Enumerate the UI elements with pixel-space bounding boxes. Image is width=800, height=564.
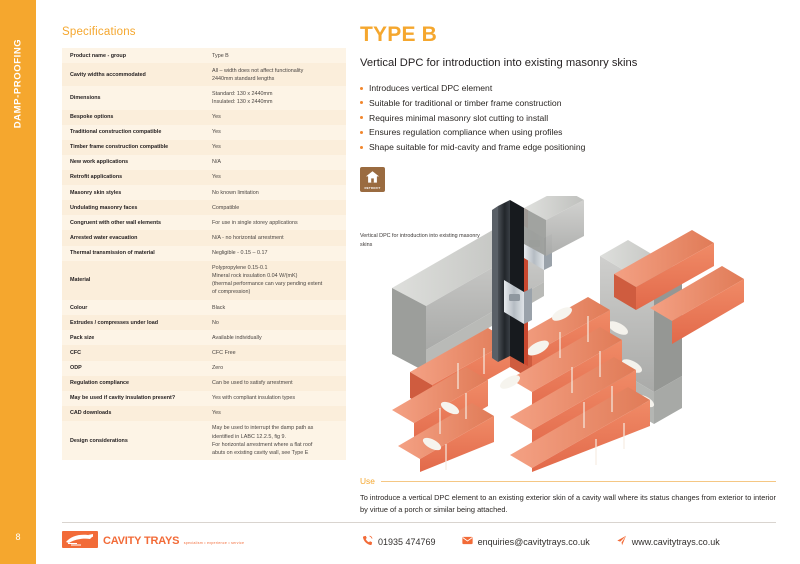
spec-key: Pack size	[70, 334, 95, 341]
contact-website-text: www.cavitytrays.co.uk	[631, 536, 720, 547]
feature-text: Introduces vertical DPC element	[369, 83, 493, 94]
spec-value-line: All – width does not affect functionality	[212, 67, 304, 74]
spec-value-line: No known limitation	[212, 189, 259, 196]
spec-value-line: For horizontal arrestment where a flat roof	[212, 441, 313, 448]
list-item	[360, 140, 776, 155]
retrofit-badge	[360, 167, 385, 192]
spec-value-line: No	[212, 319, 219, 326]
contact-email-text: enquiries@cavitytrays.co.uk	[477, 536, 590, 547]
spec-value	[204, 185, 346, 200]
retrofit-badge-label: RETROFIT	[364, 186, 381, 191]
table-row	[62, 170, 346, 185]
spec-key: Congruent with other wall elements	[70, 219, 162, 226]
spec-value-line: Polypropylene 0.15-0.1	[212, 265, 268, 272]
list-item	[360, 96, 776, 111]
spec-key: Traditional construction compatible	[70, 129, 162, 136]
table-row	[62, 345, 346, 360]
table-row	[62, 361, 346, 376]
specifications-table	[62, 48, 346, 460]
spec-value	[204, 300, 346, 315]
spec-key: Undulating masonry faces	[70, 204, 138, 211]
feature-text: Requires minimal masonry slot cutting to install	[369, 112, 549, 123]
bullet-icon	[360, 131, 363, 134]
list-item	[360, 81, 776, 96]
table-row	[62, 140, 346, 155]
spec-key: CFC	[70, 349, 82, 356]
spec-value-line: Negligible - 0.15 – 0.17	[212, 250, 268, 257]
table-row	[62, 48, 346, 63]
feature-text: Suitable for traditional or timber frame construction	[369, 97, 562, 108]
spec-value-line: Yes	[212, 144, 221, 151]
table-row	[62, 391, 346, 406]
list-item	[360, 125, 776, 140]
spec-value-line: CFC Free	[212, 349, 236, 356]
spec-value-line: of compression)	[212, 289, 251, 296]
spec-value	[204, 48, 346, 63]
table-row	[62, 421, 346, 460]
spec-value	[204, 345, 346, 360]
spec-value-line: For use in single storey applications	[212, 219, 298, 226]
spec-value-line: Insulated: 130 x 2440mm	[212, 98, 273, 105]
table-row	[62, 406, 346, 421]
spec-value	[204, 215, 346, 230]
spec-value-line: Black	[212, 304, 226, 311]
specifications-section	[62, 26, 346, 460]
spec-value	[204, 86, 346, 109]
table-row	[62, 110, 346, 125]
spec-value-line: Zero	[212, 365, 224, 372]
use-divider	[381, 481, 776, 482]
table-row	[62, 200, 346, 215]
table-row	[62, 246, 346, 261]
envelope-icon	[462, 536, 473, 547]
spec-key: Arrested water evacuation	[70, 234, 138, 241]
logo-mark-icon	[62, 531, 98, 548]
spec-value-line: Mineral rock insulation 0.04 W/(mK)	[212, 273, 298, 280]
table-row	[62, 155, 346, 170]
spec-value-line: Yes with compliant insulation types	[212, 395, 296, 402]
table-row	[62, 261, 346, 300]
footer-divider	[62, 522, 776, 523]
category-label: DAMP-PROOFING	[12, 38, 24, 129]
spec-value	[204, 63, 346, 86]
spec-value	[204, 246, 346, 261]
spec-value-line: Yes	[212, 174, 221, 181]
spec-value	[204, 140, 346, 155]
footer-contacts	[362, 535, 720, 548]
spec-value	[204, 155, 346, 170]
table-row	[62, 215, 346, 230]
spec-key: Thermal transmission of material	[70, 250, 155, 257]
spec-value	[204, 421, 346, 460]
spec-value-line: 2440mm standard lengths	[212, 75, 275, 82]
spec-key: Product name - group	[70, 52, 127, 59]
feature-text: Ensures regulation compliance when using profiles	[369, 127, 563, 138]
spec-key: CAD downloads	[70, 410, 112, 417]
table-row	[62, 63, 346, 86]
contact-email[interactable]	[462, 536, 590, 547]
use-heading-row	[360, 476, 776, 486]
contact-website[interactable]	[616, 535, 720, 548]
table-row	[62, 315, 346, 330]
spec-key: Bespoke options	[70, 114, 114, 121]
bullet-icon	[360, 146, 363, 149]
use-section	[360, 476, 776, 523]
paper-plane-icon	[616, 535, 627, 548]
table-row	[62, 125, 346, 140]
spec-value	[204, 406, 346, 421]
table-row	[62, 300, 346, 315]
spec-key: Material	[70, 277, 91, 284]
logo-name: CAVITY TRAYS	[103, 534, 180, 547]
specifications-title: Specifications	[62, 26, 136, 38]
spec-value	[204, 376, 346, 391]
spec-key: May be used if cavity insulation present?	[70, 395, 176, 402]
spec-value-line: abuts on existing cavity wall, see Type E	[212, 449, 309, 456]
feature-text: Shape suitable for mid-cavity and frame edge positioning	[369, 142, 586, 153]
spec-key: Timber frame construction compatible	[70, 144, 169, 151]
spec-value-line: N/A	[212, 159, 221, 166]
product-summary	[360, 24, 776, 192]
spec-value	[204, 200, 346, 215]
use-description: To introduce a vertical DPC element to an existing exterior skin of a cavity wall where its status changes from exterior to interior by virtue of a porch or similar being attached.	[360, 493, 776, 514]
cavity-trays-logo	[62, 531, 244, 548]
use-heading: Use	[360, 476, 375, 486]
spec-key: Colour	[70, 304, 88, 311]
spec-value	[204, 361, 346, 376]
specifications-table-body	[62, 48, 346, 460]
spec-value-line: Available individually	[212, 334, 262, 341]
spec-key: Cavity widths accommodated	[70, 71, 146, 78]
page-title: TYPE B	[360, 23, 438, 46]
product-subtitle: Vertical DPC for introduction into existing masonry skins	[360, 57, 638, 70]
table-row	[62, 230, 346, 245]
bullet-icon	[360, 87, 363, 90]
spec-value	[204, 170, 346, 185]
spec-key: Retrofit applications	[70, 174, 123, 181]
logo-tagline: specialism • experience • service	[183, 540, 245, 545]
table-row	[62, 185, 346, 200]
spec-value-line: Yes	[212, 410, 221, 417]
spec-value	[204, 261, 346, 300]
spec-value	[204, 125, 346, 140]
spec-value	[204, 391, 346, 406]
table-row	[62, 330, 346, 345]
spec-value-line: Yes	[212, 129, 221, 136]
spec-value-line: Can be used to satisfy arrestment	[212, 380, 293, 387]
spec-key: ODP	[70, 365, 82, 372]
spec-key: New work applications	[70, 159, 129, 166]
list-item	[360, 111, 776, 126]
table-row	[62, 376, 346, 391]
bullet-icon	[360, 101, 363, 104]
spec-key: Design considerations	[70, 437, 128, 444]
spec-value	[204, 315, 346, 330]
contact-phone-text: 01935 474769	[378, 536, 436, 547]
spec-value-line: Compatible	[212, 204, 240, 211]
spec-value-line: Type B	[212, 52, 229, 59]
spec-key: Dimensions	[70, 94, 101, 101]
spec-value-line: Yes	[212, 114, 221, 121]
spec-key: Extrudes / compresses under load	[70, 319, 159, 326]
spec-value-line: May be used to interrupt the damp path as	[212, 425, 314, 432]
bullet-icon	[360, 116, 363, 119]
category-side-tab	[0, 0, 36, 564]
spec-value-line: identified in LABC 12.2.5, fig 9.	[212, 433, 287, 440]
illustration-caption: Vertical DPC for introduction into existing masonry skins	[360, 233, 480, 248]
isometric-cutaway-cavity-wall-with-vertical-dpc	[392, 196, 792, 472]
spec-value-line: (thermal performance can vary pending extent	[212, 281, 323, 288]
spec-value-line: N/A - no horizontal arrestment	[212, 234, 284, 241]
spec-value	[204, 330, 346, 345]
phone-icon	[362, 535, 373, 548]
spec-value	[204, 230, 346, 245]
spec-key: Masonry skin styles	[70, 189, 122, 196]
contact-phone[interactable]	[362, 535, 436, 548]
spec-key: Regulation compliance	[70, 380, 130, 387]
spec-value-line: Standard: 130 x 2440mm	[212, 90, 273, 97]
page-number: 8	[15, 532, 21, 542]
logo-text	[103, 532, 244, 548]
table-row	[62, 86, 346, 109]
spec-value	[204, 110, 346, 125]
feature-list	[360, 81, 776, 155]
